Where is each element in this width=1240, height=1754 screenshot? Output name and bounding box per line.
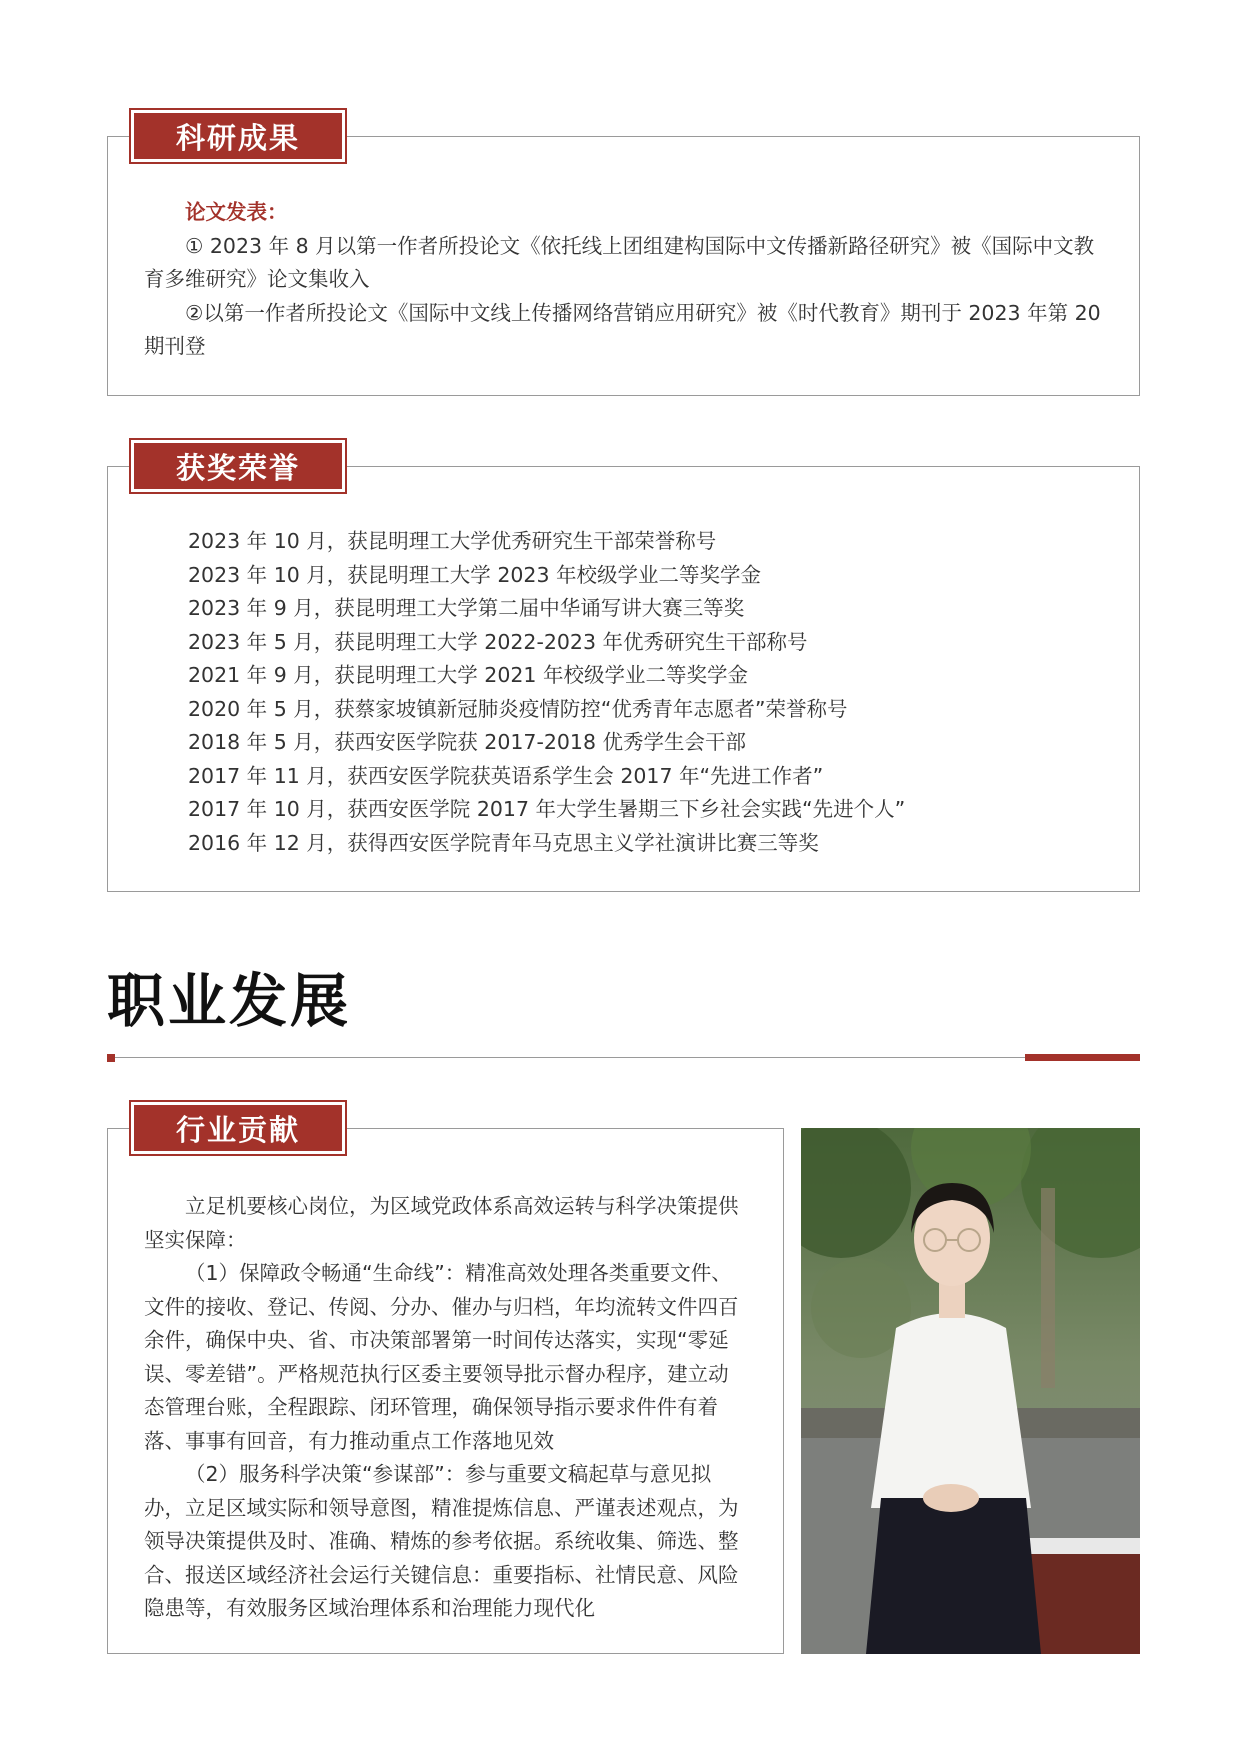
research-section-tag (129, 108, 347, 164)
award-item: 2023 年 5 月，获昆明理工大学 2022-2023 年优秀研究生干部称号 (188, 629, 808, 654)
awards-content (188, 525, 1108, 860)
section-divider (107, 1057, 1140, 1058)
contribution-intro: 立足机要核心岗位，为区域党政体系高效运转与科学决策提供坚实保障： (144, 1194, 739, 1252)
portrait-illustration (801, 1128, 1140, 1654)
contribution-section-title: 行业贡献 (134, 1105, 342, 1151)
papers-label: 论文发表： (185, 200, 288, 224)
award-item: 2017 年 10 月，获西安医学院 2017 年大学生暑期三下乡社会实践“先进个人” (188, 797, 906, 821)
awards-section-tag (129, 438, 347, 494)
paper-item: ① 2023 年 8 月以第一作者所投论文《依托线上团组建构国际中文传播新路径研究》被《国际中文教育多维研究》论文集收入 (144, 233, 1095, 291)
divider-dot (107, 1054, 115, 1062)
awards-section-title: 获奖荣誉 (134, 443, 342, 489)
awards-list (188, 525, 1108, 860)
contribution-section-tag (129, 1100, 347, 1156)
award-item: 2016 年 12 月，获得西安医学院青年马克思主义学社演讲比赛三等奖 (188, 830, 819, 855)
contribution-point-1: （1）保障政令畅通“生命线”：精准高效处理各类重要文件、文件的接收、登记、传阅、分办、催办与归档，年均流转文件四百余件，确保中央、省、市决策部署第一时间传达落实，实现“零延误、零差错”。严格规范执行区委主要领导批示督办程序，建立动态管理台账，全程跟踪、闭环管理，确保领导指示要求件件有着落、事事有回音，有力推动重点工作落地见效 (144, 1261, 739, 1453)
contribution-point-2: （2）服务科学决策“参谋部”：参与重要文稿起草与意见拟办，立足区域实际和领导意图，精准提炼信息、严谨表述观点，为领导决策提供及时、准确、精炼的参考依据。系统收集、筛选、整合、报送区域经济社会运行关键信息：重要指标、社情民意、风险隐患等，有效服务区域治理体系和治理能力现代化 (144, 1462, 739, 1620)
award-item: 2018 年 5 月，获西安医学院获 2017-2018 优秀学生会干部 (188, 730, 747, 754)
contribution-content (144, 1190, 748, 1626)
research-section-title: 科研成果 (134, 113, 342, 159)
award-item: 2020 年 5 月，获蔡家坡镇新冠肺炎疫情防控“优秀青年志愿者”荣誉称号 (188, 696, 848, 721)
award-item: 2023 年 10 月，获昆明理工大学优秀研究生干部荣誉称号 (188, 529, 717, 553)
award-item: 2021 年 9 月，获昆明理工大学 2021 年校级学业二等奖学金 (188, 663, 748, 687)
award-item: 2023 年 10 月，获昆明理工大学 2023 年校级学业二等奖学金 (188, 562, 762, 587)
research-content (144, 196, 1106, 364)
portrait-photo (801, 1128, 1140, 1654)
divider-accent-bar (1025, 1054, 1140, 1061)
award-item: 2017 年 11 月，获西安医学院获英语系学生会 2017 年“先进工作者” (188, 763, 824, 788)
paper-item: ②以第一作者所投论文《国际中文线上传播网络营销应用研究》被《时代教育》期刊于 2023 年第 20 期刊登 (144, 300, 1101, 358)
career-heading: 职业发展 (107, 967, 352, 1035)
award-item: 2023 年 9 月，获昆明理工大学第二届中华诵写讲大赛三等奖 (188, 596, 745, 620)
